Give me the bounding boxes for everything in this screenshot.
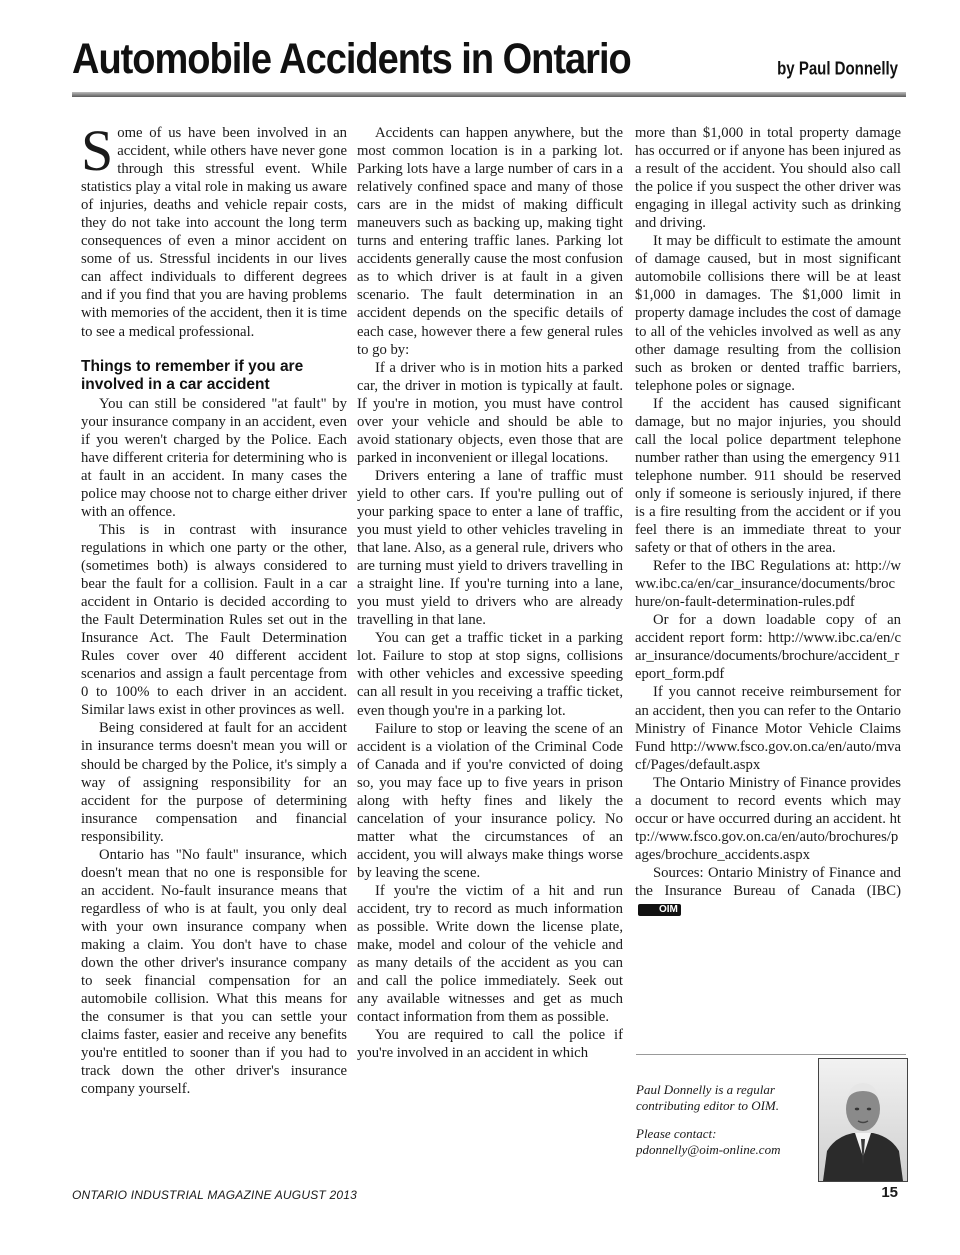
sources-paragraph: Sources: Ontario Ministry of Finance and the Insurance Bureau of Canada (IBC)OIM (635, 864, 901, 916)
column-3 (635, 124, 901, 918)
paragraph: Being considered at fault for an accident in insurance terms doesn't mean you will or should be charged by the Police, it's simply a way of assigning responsibility for an accident for the purpose of determining insurance compensation and financial responsibility. (81, 720, 347, 845)
publication-footer: ONTARIO INDUSTRIAL MAGAZINE AUGUST 2013 (72, 1188, 357, 1202)
drop-cap: S (81, 118, 114, 183)
bio-text: Paul Donnelly is a regular contributing editor to OIM. (636, 1082, 779, 1113)
bio-divider (636, 1054, 906, 1055)
paragraph: You are required to call the police if you're involved in an accident in which (357, 1027, 623, 1062)
author-photo (818, 1058, 908, 1182)
article-title: Automobile Accidents in Ontario (72, 36, 631, 84)
paragraph: Ontario has "No fault" insurance, which doesn't mean that no one is responsible for an accident. No-fault insurance means that regardless of who is at fault, you only deal with your own insurance company when making a claim. You don't have to chase down the other driver's insurance company to seek financial compensation for an automobile collision. What this means for the consumer is that you can settle your claims faster, easier and receive any benefits you're entitled to sooner than if you had to track down the other driver's insurance company yourself. (81, 846, 347, 1098)
ibc-rules-link[interactable]: http://www.ibc.ca/en/car_insurance/documents/brochure/on-fault-determination-rules.pdf (635, 558, 901, 611)
paragraph: The Ontario Ministry of Finance provides a document to record events which may occur or have occurred during an accident. http://www.fsco.gov.on.ca/en/auto/brochures/pages/brochure_accidents.aspx (635, 774, 901, 863)
paragraph: You can still be considered "at fault" by your insurance company in an accident, even if you weren't charged by the Police. Each have different criteria for determining who is at fault in an accident. In many cases the police may choose not to charge either driver with an offence. (81, 395, 347, 520)
paragraph: It may be difficult to estimate the amount of damage caused, but in most significant automobile collisions there will be at least $1,000 in damages. The $1,000 limit in property damage includes the cost of damage to all of the vehicles involved as well as any other damage resulting from the collision such as broken or dented traffic barriers, telephone poles or signage. (635, 233, 901, 394)
paragraph: more than $1,000 in total property damage has occurred or if anyone has been injured as a result of the accident. You should also call the police if you suspect the other driver was engaging in illegal activity such as drinking and driving. (635, 125, 901, 232)
paragraph: You can get a traffic ticket in a parking lot. Failure to stop at stop signs, collisions with other vehicles and excessive speeding can all result in you receiving a traffic ticket, even though you're in a parking lot. (357, 630, 623, 719)
page-number: 15 (881, 1184, 898, 1201)
column-1 (81, 118, 347, 1098)
paragraph: If a driver who is in motion hits a parked car, the driver in motion is typically at fault. If you're in motion, you must have control over your vehicle and should be able to avoid stationary objects, even those that are parked in inconvenient or illegal locations. (357, 359, 623, 466)
title-divider (72, 92, 906, 97)
paragraph: Or for a down loadable copy of an accident report form: http://www.ibc.ca/en/car_insurance/documents/brochure/accident_report_form.pdf (635, 612, 901, 683)
author-bio (636, 1082, 806, 1170)
paragraph: Drivers entering a lane of traffic must yield to other cars. If you're pulling out of your parking space to enter a lane of traffic, you must yield to other vehicles traveling in that lane. Also, as a general rule, drivers who are turning must yield to drivers travelling in a straight line. If you're turning into a lane, you must yield to drivers who are already travelling in that lane. (357, 467, 623, 629)
fsco-brochure-link[interactable]: http://www.fsco.gov.on.ca/en/auto/brochures/pages/brochure_accidents.aspx (635, 810, 901, 863)
column-2 (357, 124, 623, 1062)
accident-report-link[interactable]: http://www.ibc.ca/en/car_insurance/documents/brochure/accident_report_form.pdf (635, 630, 901, 683)
intro-paragraph: Some of us have been involved in an accident, while others have never gone through this stressful event. While statistics play a vital role in making us aware of injuries, deaths and vehicle repair costs, they do not take into account the long term consequences of even a minor accident on some of us. Stressful incidents in our lives can affect individuals to different degrees and if you find that you are having problems with memories of the accident, then it is time to see a medical professional. (81, 118, 347, 340)
paragraph: Refer to the IBC Regulations at: http://www.ibc.ca/en/car_insurance/documents/brochure/on-fault-determination-rules.pdf (635, 558, 901, 611)
paragraph: If you're the victim of a hit and run accident, try to record as much information as possible. Write down the license plate, make, model and colour of the vehicle and as many details of the accident as you can and call the police immediately. Seek out any available witnesses and get as much contact information from them as possible. (357, 882, 623, 1026)
author-byline: by Paul Donnelly (777, 58, 898, 80)
mvacf-link[interactable]: http://www.fsco.gov.on.ca/en/auto/mvacf/Pages/default.aspx (635, 738, 901, 773)
paragraph: If you cannot receive reimbursement for an accident, then you can refer to the Ontario Ministry of Finance Motor Vehicle Claims Fund http://www.fsco.gov.on.ca/en/auto/mvacf/Pages/default.aspx (635, 684, 901, 773)
paragraph: Failure to stop or leaving the scene of an accident is a violation of the Criminal Code of Canada and if you're convicted of doing so, you may face up to five years in prison along with hefty fines and likely the cancelation of your insurance policy. No matter what the circumstances of an accident, you will always make things worse by leaving the scene. (357, 720, 623, 881)
bio-contact: Please contact: pdonnelly@oim-online.com (636, 1126, 781, 1157)
section-heading: Things to remember if you are involved in a car accident (81, 357, 304, 393)
paragraph: This is in contrast with insurance regulations in which one party or the other, (sometimes both) is always considered to bear the fault for a collision. Fault in a car accident in Ontario is decided according to the Fault Determination Rules set out in the Insurance Act. The Fault Determination Rules cover over 40 different accident scenarios and assign a fault percentage from 0 to 100% to each driver in an accident. Similar laws exist in other provinces as well. (81, 521, 347, 719)
oim-end-logo: OIM (638, 904, 681, 916)
paragraph: If the accident has caused significant damage, but no major injuries, you should call the local police department telephone number rather than using the emergency 911 telephone number. 911 should be reserved only if someone is seriously injured, if there is a fire resulting from the accident or if you feel there is an immediate threat to your safety or that of others in the area. (635, 395, 901, 557)
author-portrait-icon (819, 1059, 907, 1181)
paragraph: Accidents can happen anywhere, but the most common location is in a parking lot. Parking lots have a large number of cars in a relatively confined space and many of those cars are in the midst of making difficult maneuvers such as backing up, making tight turns and entering traffic lanes. Parking lot accidents generally cause the most confusion as to which driver is at fault in a given scenario. The fault determination in an accident depends on the specific details of each case, however there a few general rules to go by: (357, 125, 623, 358)
